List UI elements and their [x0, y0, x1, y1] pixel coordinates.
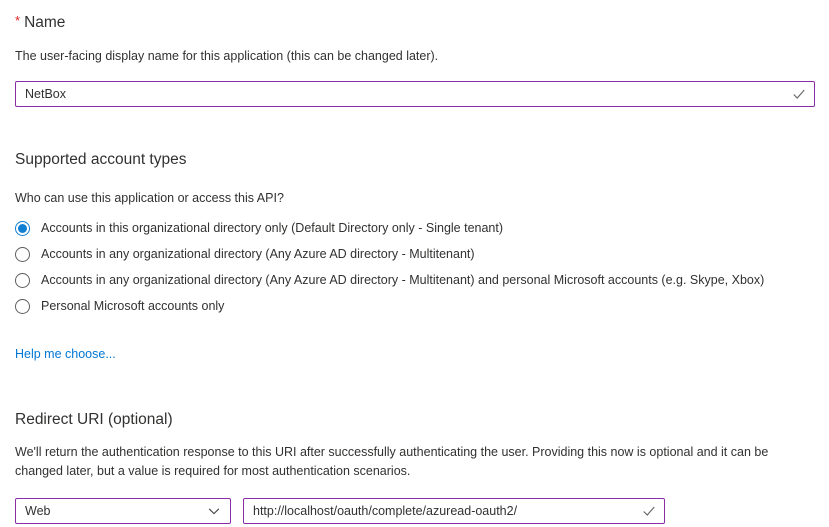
redirect-uri-title: Redirect URI (optional) — [15, 411, 173, 428]
account-types-radio-group — [15, 219, 815, 315]
name-input-wrap — [15, 81, 815, 107]
radio-label: Accounts in any organizational directory (Any Azure AD directory - Multitenant) — [41, 247, 475, 261]
radio-icon — [15, 273, 30, 288]
account-types-title: Supported account types — [15, 151, 187, 168]
redirect-uri-row — [15, 498, 815, 524]
uri-input-wrap — [243, 498, 665, 524]
help-me-choose-link[interactable]: Help me choose... — [15, 347, 116, 361]
radio-icon — [15, 299, 30, 314]
name-section-title — [15, 11, 815, 33]
account-type-option[interactable] — [15, 271, 815, 289]
radio-label: Personal Microsoft accounts only — [41, 299, 225, 313]
name-section-title-text: Name — [24, 14, 66, 31]
account-types-question: Who can use this application or access this API? — [15, 191, 284, 205]
account-type-option[interactable] — [15, 297, 815, 315]
platform-select-value: Web — [25, 504, 51, 518]
radio-label: Accounts in any organizational directory (Any Azure AD directory - Multitenant) and personal Microsoft accounts (e.g. Skype, Xbox) — [41, 273, 765, 287]
radio-icon — [15, 221, 30, 236]
platform-select[interactable] — [15, 498, 231, 524]
name-description: The user-facing display name for this application (this can be changed later). — [15, 49, 439, 63]
radio-icon — [15, 247, 30, 262]
account-type-option[interactable] — [15, 219, 815, 237]
name-input[interactable] — [15, 81, 815, 107]
redirect-uri-description: We'll return the authentication response to this URI after successfully authenticating the user. Providing this now is optional and it can be changed later, but a value is required for most authentication scenarios. — [15, 445, 769, 478]
account-type-option[interactable] — [15, 245, 815, 263]
radio-label: Accounts in this organizational directory only (Default Directory only - Single tenant) — [41, 221, 504, 235]
required-asterisk: * — [15, 13, 21, 28]
redirect-uri-input[interactable] — [243, 498, 665, 524]
